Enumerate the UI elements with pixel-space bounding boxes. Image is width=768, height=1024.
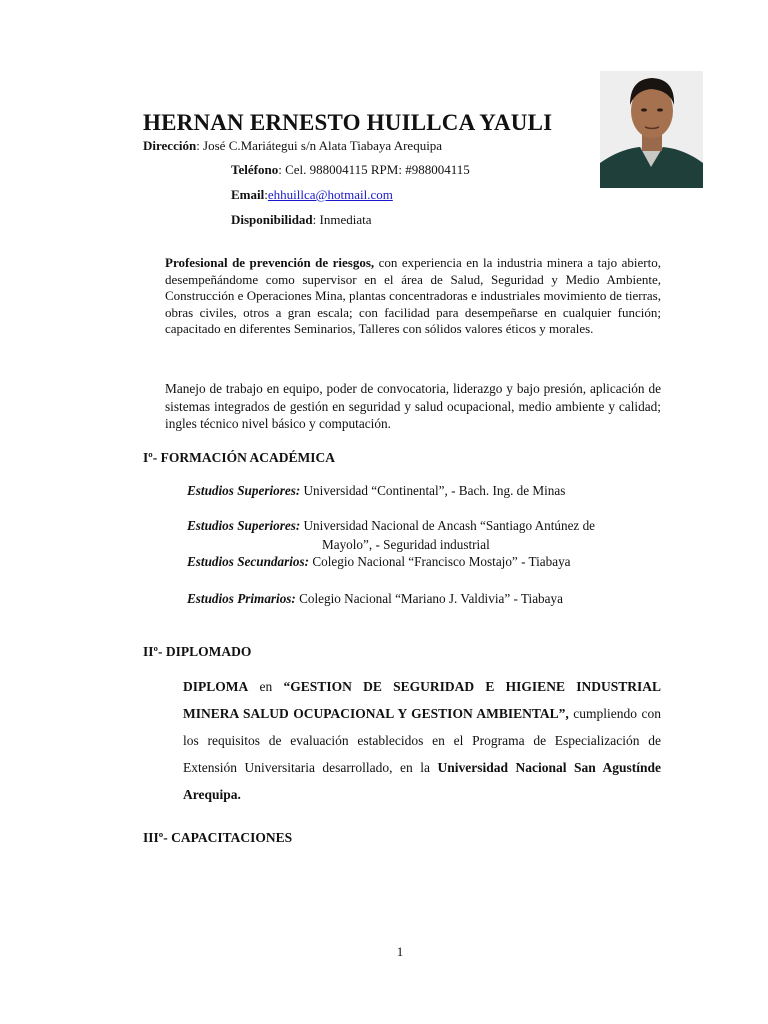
education-item <box>187 591 563 607</box>
profile-photo <box>600 71 703 188</box>
availability-label: Disponibilidad <box>231 212 313 227</box>
address-value: : José C.Mariátegui s/n Alata Tiabaya Arequipa <box>196 138 443 153</box>
email-line <box>231 187 393 203</box>
education-value: Colegio Nacional “Mariano J. Valdivia” - Tiabaya <box>295 591 563 606</box>
phone-label: Teléfono <box>231 162 279 177</box>
section-heading-formacion: Iº- FORMACIÓN ACADÉMICA <box>143 450 335 465</box>
section-heading-diplomado: IIº- DIPLOMADO <box>143 644 252 659</box>
phone-line <box>231 162 470 178</box>
address-label: Dirección <box>143 138 197 153</box>
skills-summary: Manejo de trabajo en equipo, poder de convocatoria, liderazgo y bajo presión, aplicación de sistemas integrados de gestión en seguridad y salud ocupacional, medio ambiente y calidad; ingles técnico nivel básico y computación. <box>165 381 661 431</box>
phone-value: : Cel. 988004115 RPM: #988004115 <box>278 162 470 177</box>
section-heading-capacitaciones: IIIº- CAPACITACIONES <box>143 830 293 845</box>
profile-summary <box>165 255 661 338</box>
email-label: Email <box>231 187 265 202</box>
diploma-title: DIPLOMA <box>183 679 249 694</box>
education-label: Estudios Secundarios: <box>187 554 310 569</box>
education-value: Universidad Nacional de Ancash “Santiago Antúnez de <box>300 518 596 533</box>
availability-value: : Inmediata <box>312 212 372 227</box>
email-separator: : <box>264 187 268 202</box>
education-item <box>187 518 595 534</box>
education-value: Colegio Nacional “Francisco Mostajo” - Tiabaya <box>309 554 571 569</box>
diploma-connector: en <box>248 679 284 694</box>
diploma-program: “GESTION DE SEGURIDAD E HIGIENE INDUSTRIAL MINERA SALUD OCUPACIONAL Y GESTION AMBIENTAL”, <box>183 679 661 721</box>
education-value: Universidad “Continental”, - Bach. Ing. de Minas <box>300 483 566 498</box>
summary-text: con experiencia en la industria minera a tajo abierto, desempeñándome como supervisor en el área de Salud, Seguridad y Medio Ambiente, Construcción e Operaciones Mina, plantas concentradoras e industriales movimiento de tierras, obras civiles, otros a gran escala; con facilidad para desempeñarse en cualquier función; capacitado en diferentes Seminarios, Talleres con sólidos valores éticos y morales. <box>165 255 661 336</box>
summary-lead: Profesional de prevención de riesgos, <box>165 255 375 270</box>
education-label: Estudios Primarios: <box>187 591 296 606</box>
availability-line <box>231 212 372 228</box>
education-label: Estudios Superiores: <box>187 483 301 498</box>
education-item <box>187 554 571 570</box>
email-link[interactable]: ehhuillca@hotmail.com <box>267 187 393 202</box>
page-number: 1 <box>396 944 404 959</box>
diploma-paragraph <box>183 673 661 808</box>
education-value-continued: Mayolo”, - Seguridad industrial <box>322 537 490 552</box>
education-label: Estudios Superiores: <box>187 518 301 533</box>
diploma-university: Universidad Nacional San Agustínde Arequipa. <box>183 760 661 802</box>
address-line <box>143 138 442 154</box>
education-item <box>187 483 565 499</box>
profile-photo-image <box>600 71 703 188</box>
diploma-description: cumpliendo con los requisitos de evaluación establecidos en el Programa de Especialización de Extensión Universitaria desarrollado, en la <box>183 706 661 775</box>
candidate-name: HERNAN ERNESTO HUILLCA YAULI <box>143 110 553 135</box>
